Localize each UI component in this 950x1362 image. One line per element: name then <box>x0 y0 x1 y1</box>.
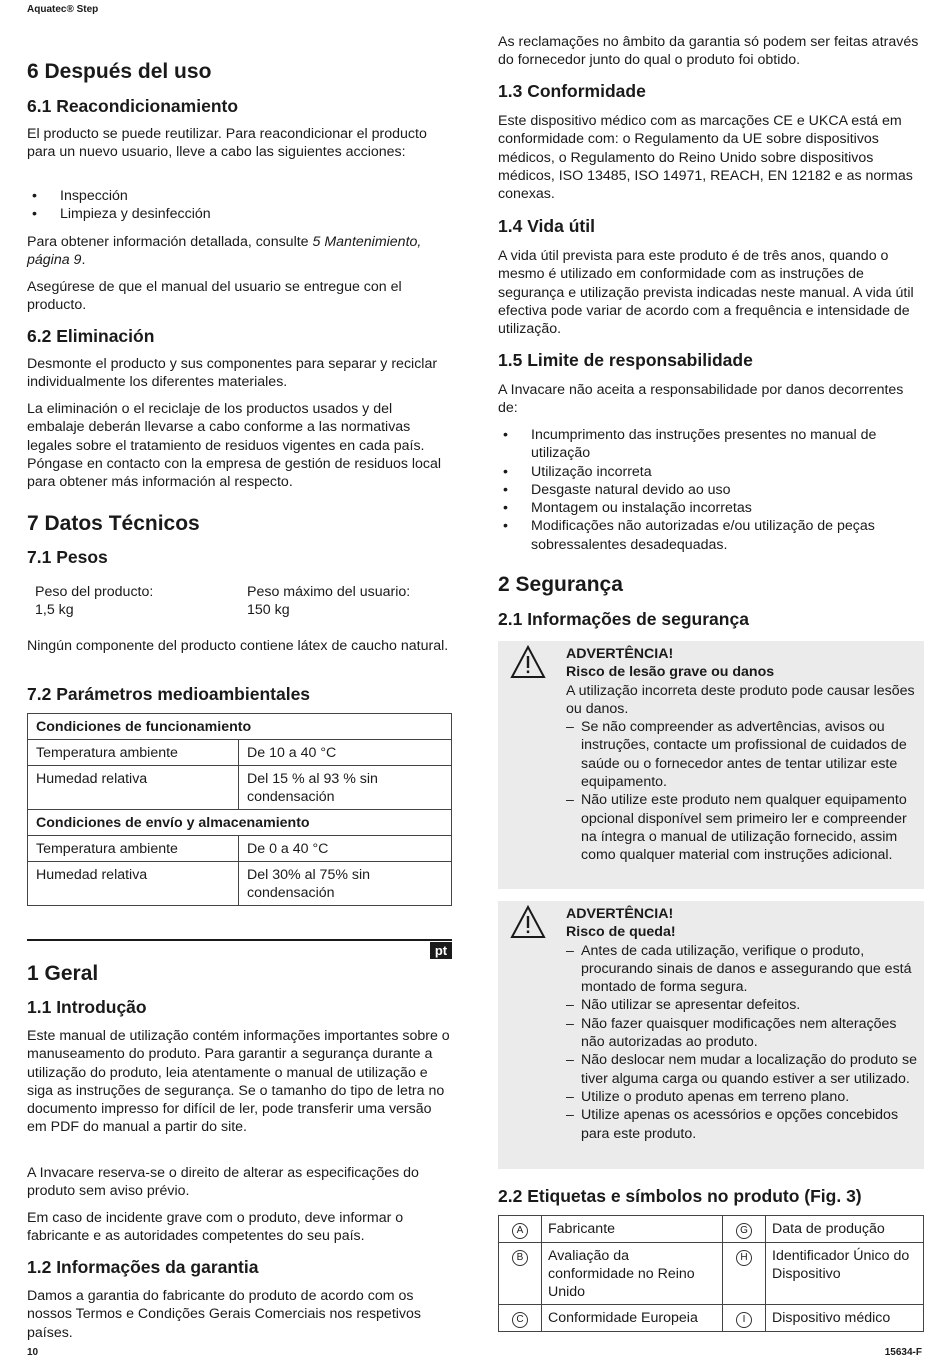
section-6-heading: 6 Después del uso <box>27 60 212 83</box>
warning-body <box>566 645 918 865</box>
list-item: • Inspección <box>27 187 452 205</box>
list-item: – Antes de cada utilização, verifique o produto, procurando sinais de danos e assegurando que está montado de forma segura. <box>566 942 918 997</box>
bullet-list <box>498 426 924 554</box>
pt-section-2-2-heading: 2.2 Etiquetas e símbolos no produto (Fig. 3) <box>498 1186 862 1206</box>
warning-list <box>566 718 918 864</box>
list-item: • Incumprimento das instruções presentes no manual de utilização <box>498 426 924 463</box>
table-row: Humedad relativa Del 30% al 75% sin condensación <box>28 862 452 906</box>
warning-body <box>566 905 918 1143</box>
weight-user <box>247 583 410 620</box>
list-item: • Limpieza y desinfección <box>27 205 452 223</box>
symbols-table <box>498 1215 924 1332</box>
warning-list <box>566 942 918 1143</box>
weight-user-value: 150 kg <box>247 602 290 619</box>
pt-section-1-5-heading: 1.5 Limite de responsabilidade <box>498 350 753 370</box>
warning-label: ADVERTÊNCIA! <box>566 646 674 662</box>
circled-letter: A <box>512 1223 528 1239</box>
running-header: Aquatec® Step <box>27 4 99 15</box>
paragraph: Ningún componente del producto contiene látex de caucho natural. <box>27 638 449 654</box>
section-6-2-heading: 6.2 Eliminación <box>27 326 155 346</box>
pt-section-1-2-heading: 1.2 Informações da garantia <box>27 1257 259 1277</box>
section-6-1-heading: 6.1 Reacondicionamiento <box>27 96 239 116</box>
paragraph: Este dispositivo médico com as marcações CE e UKCA está em conformidade com: o Regulamento da UE sobre dispositivos médicos, o Regulamento do Reino Unido sobre dispositivos médicos, ISO 13485, ISO 14971, REACH, EN 12182 e as normas conexas. <box>498 113 913 203</box>
circled-letter: I <box>736 1312 752 1328</box>
warning-triangle-icon <box>510 905 546 939</box>
weight-product <box>35 583 153 620</box>
section-7-2-heading: 7.2 Parámetros medioambientales <box>27 684 311 704</box>
paragraph: Asegúrese de que el manual del usuario se entregue con el producto. <box>27 279 402 314</box>
paragraph: Desmonte el producto y sus componentes para separar y reciclar individualmente los diferentes materiales. <box>27 356 438 391</box>
paragraph: Para obtener información detallada, consulte 5 Mantenimiento, página 9. <box>27 234 422 269</box>
pt-section-2-1-heading: 2.1 Informações de segurança <box>498 609 749 629</box>
warning-title: Risco de lesão grave ou danos <box>566 664 775 681</box>
list-item: • Desgaste natural devido ao uso <box>498 481 924 499</box>
paragraph: Este manual de utilização contém informações importantes sobre o manuseamento do produto. Para garantir a segurança durante a utilização do produto, leia atentamente o manual de utilização e siga as instruções de segurança. Se o tamanho do tipo de letra no documento impresso for difícil de ler, pode transferir uma versão em PDF do manual a partir do site. <box>27 1028 450 1136</box>
weight-product-value: 1,5 kg <box>35 602 74 619</box>
table-section-header: Condiciones de envío y almacenamiento <box>28 810 452 836</box>
circled-letter: H <box>736 1250 752 1266</box>
table-section-header: Condiciones de funcionamiento <box>28 714 452 740</box>
list-item: • Utilização incorreta <box>498 463 924 481</box>
list-item: – Não utilizar se apresentar defeitos. <box>566 996 918 1014</box>
paragraph: A vida útil prevista para este produto é de três anos, quando o mesmo é utilizado em conformidade com as instruções de segurança e utilização prevista indicadas neste manual. A vida útil efectiva pode variar de acordo com a frequência e intensidade de utilização. <box>498 248 914 338</box>
paragraph: Damos a garantia do fabricante do produto de acordo com os nossos Termos e Condições Gerais Comerciais nos respetivos países. <box>27 1288 421 1341</box>
paragraph: La eliminación o el reciclaje de los productos usados y del embalaje deberán llevarse a cabo conforme a las normativas legales sobre el tratamiento de residuos vigentes en cada país. Póngase en contacto con la empresa de gestión de residuos local para obtener más información al respecto. <box>27 401 442 491</box>
list-item: – Utilize apenas os acessórios e opções concebidos para este produto. <box>566 1106 918 1143</box>
paragraph: As reclamações no âmbito da garantia só podem ser feitas através do fornecedor junto do qual o produto foi obtido. <box>498 34 919 69</box>
page-number: 10 <box>27 1347 39 1358</box>
bullet-list <box>27 187 452 224</box>
warning-triangle-icon <box>510 645 546 679</box>
table-row: A Fabricante G Data de produção <box>499 1216 924 1243</box>
pt-section-1-1-heading: 1.1 Introdução <box>27 997 147 1017</box>
table-row: Temperatura ambiente De 10 a 40 °C <box>28 740 452 766</box>
weight-user-label: Peso máximo del usuario: <box>247 584 411 600</box>
paragraph: El producto se puede reutilizar. Para reacondicionar el producto para un nuevo usuario, lleve a cabo las siguientes acciones: <box>27 126 427 161</box>
list-item: – Não fazer quaisquer modificações nem alterações não autorizadas ao produto. <box>566 1015 918 1052</box>
warning-title: Risco de queda! <box>566 924 676 941</box>
paragraph: Em caso de incidente grave com o produto, deve informar o fabricante e as autoridades competentes do seu país. <box>27 1210 404 1245</box>
paragraph: A Invacare reserva-se o direito de alterar as especificações do produto sem aviso prévio. <box>27 1165 419 1200</box>
circled-letter: B <box>512 1250 528 1266</box>
list-item: – Não utilize este produto nem qualquer equipamento opcional disponível sem primeiro ler e compreender na íntegra o manual de utilização fornecido, assim como qualquer material com instruções adicional. <box>566 791 918 864</box>
list-item: – Utilize o produto apenas em terreno plano. <box>566 1088 918 1106</box>
warning-box <box>498 901 924 1169</box>
table-row: Temperatura ambiente De 0 a 40 °C <box>28 836 452 862</box>
language-divider <box>27 939 452 941</box>
circled-letter: C <box>512 1312 528 1328</box>
environment-table <box>27 713 452 906</box>
paragraph: A Invacare não aceita a responsabilidade por danos decorrentes de: <box>498 382 904 417</box>
warning-text: A utilização incorreta deste produto pode causar lesões ou danos. <box>566 682 915 717</box>
list-item: – Não deslocar nem mudar a localização do produto se tiver alguma carga ou quando estiver a ser utilizado. <box>566 1051 918 1088</box>
section-7-1-heading: 7.1 Pesos <box>27 547 108 567</box>
document-code: 15634-F <box>884 1347 922 1358</box>
list-item: • Montagem ou instalação incorretas <box>498 499 924 517</box>
table-row: B Avaliação da conformidade no Reino Unido H Identificador Único do Dispositivo <box>499 1243 924 1305</box>
section-7-heading: 7 Datos Técnicos <box>27 512 200 535</box>
warning-label: ADVERTÊNCIA! <box>566 906 674 922</box>
pt-section-1-4-heading: 1.4 Vida útil <box>498 216 595 236</box>
warning-box <box>498 641 924 889</box>
cross-reference-link[interactable]: 5 Mantenimiento, página 9 <box>27 234 422 269</box>
table-row: Humedad relativa Del 15 % al 93 % sin condensación <box>28 766 452 810</box>
pt-section-1-heading: 1 Geral <box>27 962 99 985</box>
list-item: • Modificações não autorizadas e/ou utilização de peças sobressalentes desadequadas. <box>498 517 924 554</box>
circled-letter: G <box>736 1223 752 1239</box>
weight-product-label: Peso del producto: <box>35 584 154 600</box>
pt-section-1-3-heading: 1.3 Conformidade <box>498 81 646 101</box>
language-badge: pt <box>430 942 452 959</box>
pt-section-2-heading: 2 Segurança <box>498 573 623 596</box>
list-item: – Se não compreender as advertências, avisos ou instruções, contacte um profissional de cuidados de saúde ou o fornecedor antes de tentar utilizar este equipamento. <box>566 718 918 791</box>
table-row: C Conformidade Europeia I Dispositivo médico <box>499 1305 924 1332</box>
